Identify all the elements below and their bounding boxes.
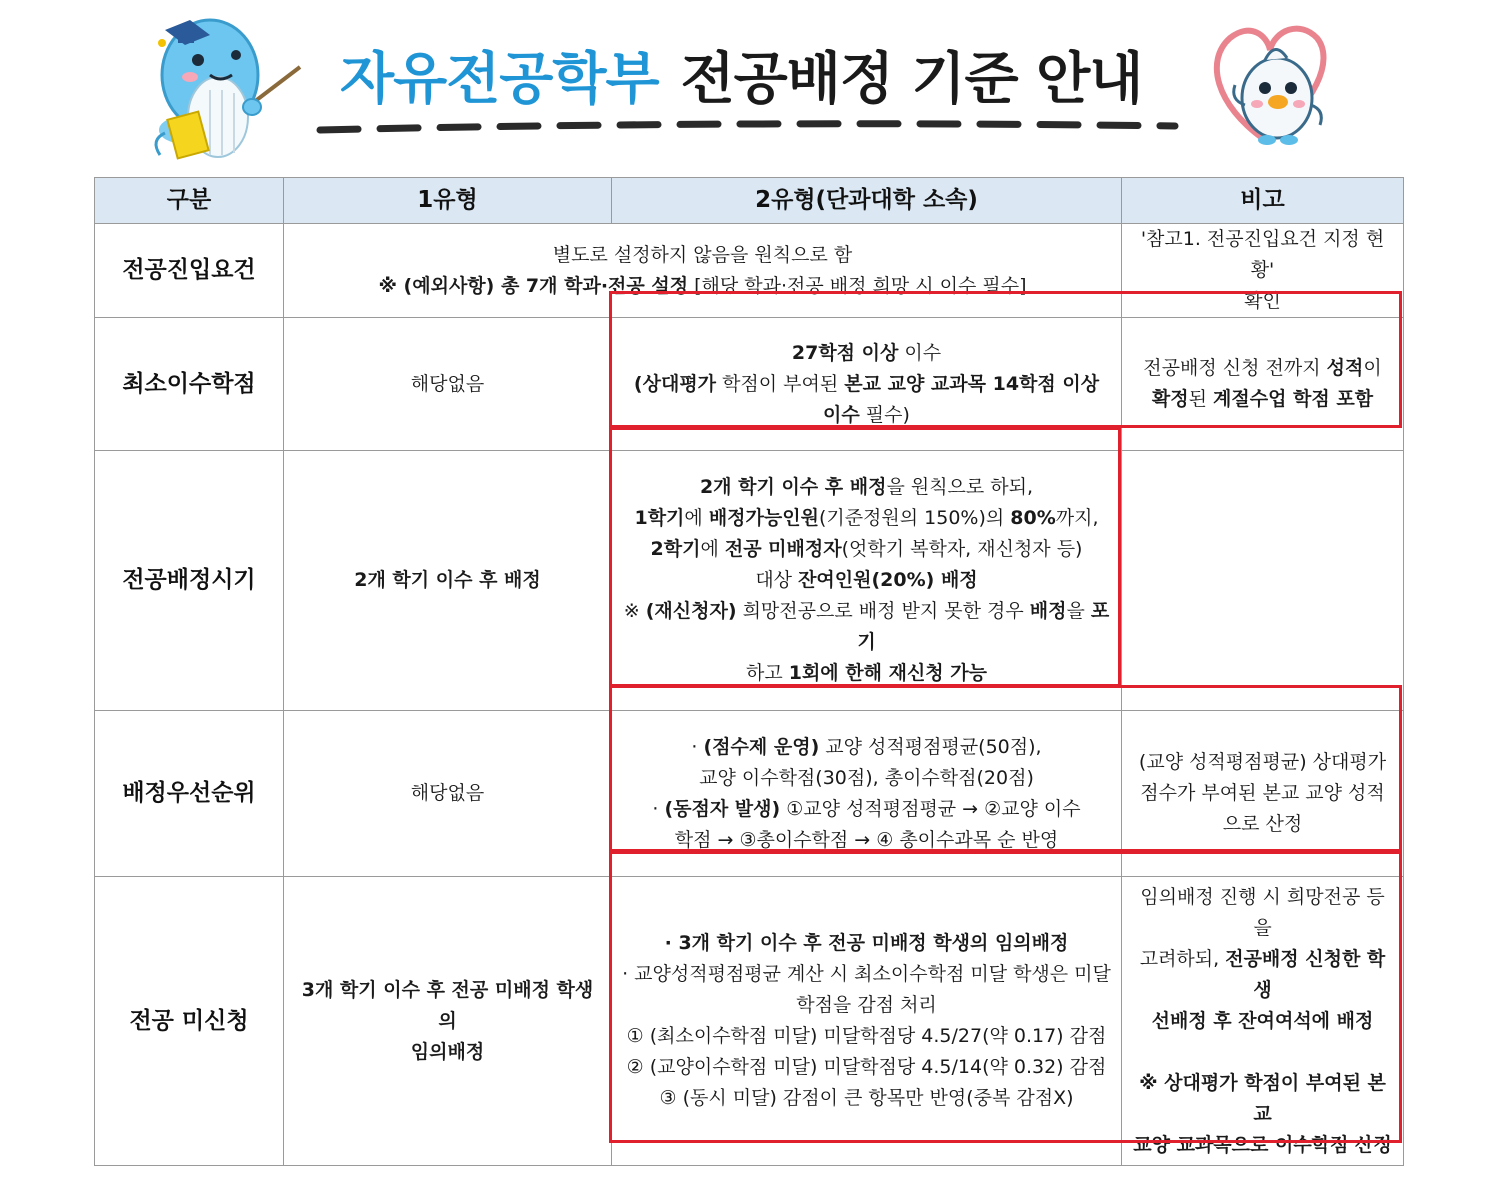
credits-type2-cell xyxy=(612,318,1122,451)
entry-line-1: 별도로 설정하지 않음을 원칙으로 함 xyxy=(552,243,853,266)
timing-l5-bold2: 배정 xyxy=(1029,600,1067,622)
unapplied-l6: ③ (동시 미달) 감점이 큰 항목만 반영(중복 감점X) xyxy=(659,1087,1074,1109)
page-header xyxy=(0,0,1500,175)
timing-l1-bold: 2개 학기 이수 후 배정 xyxy=(699,476,887,498)
credits-note-cell xyxy=(1122,318,1404,451)
priority-note-l2: 점수가 부여된 본교 교양 성적 xyxy=(1140,782,1385,804)
unapplied-note-l3: 선배정 후 잔여여석에 배정 xyxy=(1151,1009,1374,1032)
credits-t2-l3: 필수) xyxy=(859,403,910,426)
bird-mascot-icon xyxy=(1205,20,1335,155)
entry-note-line-1: '참고1. 전공진입요건 지정 현황' xyxy=(1140,228,1385,281)
unapplied-note-cell xyxy=(1122,877,1404,1166)
priority-type2-cell xyxy=(612,711,1122,877)
credits-t2-l3-bold: 이수 xyxy=(823,403,860,426)
credits-t2-l1-bold: 27학점 이상 xyxy=(791,341,899,364)
priority-type1-cell: 해당없음 xyxy=(284,711,612,877)
timing-l2-bold2: 배정가능인원 xyxy=(708,507,819,529)
column-header-type1: 1유형 xyxy=(284,178,612,224)
entry-exception-note: [해당 학과·전공 배정 희망 시 이수 필수] xyxy=(688,274,1027,297)
timing-l5-bold3: 포기 xyxy=(857,600,1110,653)
table-header-row xyxy=(95,178,1404,224)
credits-note-l2-bold2: 계절수업 학점 포함 xyxy=(1213,388,1374,410)
timing-l6-a: 하고 xyxy=(745,662,789,684)
unapplied-note-l4: ※ 상대평가 학점이 부여된 본교 xyxy=(1139,1071,1386,1125)
timing-l3-bold1: 2학기 xyxy=(650,538,701,560)
credits-note-l1-bold: 성적 xyxy=(1326,357,1364,379)
timing-note-cell xyxy=(1122,451,1404,711)
credits-t2-l2-c: 학점이 부여된 xyxy=(716,372,845,395)
priority-l1-a: · xyxy=(691,735,704,758)
column-header-type2: 2유형(단과대학 소속) xyxy=(612,178,1122,224)
priority-l2: 교양 이수학점(30점), 총이수학점(20점) xyxy=(699,766,1034,789)
timing-l5-a: ※ xyxy=(623,600,646,622)
priority-note-l3: 으로 산정 xyxy=(1222,813,1303,835)
credits-type1-cell: 해당없음 xyxy=(284,318,612,451)
timing-l2-d: 까지, xyxy=(1055,507,1099,529)
credits-note-l2-bold1: 확정 xyxy=(1151,388,1189,410)
priority-note-l1: (교양 성적평점평균) 상대평가 xyxy=(1138,751,1387,773)
criteria-table xyxy=(94,177,1404,1166)
timing-l4-a: 대상 xyxy=(755,569,799,591)
timing-l3-c: (엇학기 복학자, 재신청자 등) xyxy=(841,538,1083,560)
row-assignment-timing xyxy=(95,451,1404,711)
unapplied-note-l1: 임의배정 진행 시 희망전공 등을 xyxy=(1140,885,1385,939)
row-entry-requirement xyxy=(95,224,1404,318)
priority-l4: 학점 → ③총이수학점 → ④ 총이수과목 순 반영 xyxy=(674,828,1059,851)
timing-l3-bold2: 전공 미배정자 xyxy=(724,538,842,560)
unapplied-l3: 학점을 감점 처리 xyxy=(796,994,937,1016)
row-head-timing: 전공배정시기 xyxy=(95,451,284,711)
timing-l2-bold3: 80% xyxy=(1010,507,1056,529)
credits-t2-l2-bold1: 상대평가 xyxy=(642,372,717,395)
credits-note-l2-a: 된 xyxy=(1188,388,1214,410)
priority-l1-bold: (점수제 운영) xyxy=(703,735,820,758)
priority-l3-a: · xyxy=(652,797,665,820)
dashed-underline xyxy=(315,118,1185,138)
timing-l4-bold: 잔여인원(20%) 배정 xyxy=(798,569,978,591)
credits-t2-l2-a: ( xyxy=(633,372,643,395)
timing-l6-bold: 1회에 한해 재신청 가능 xyxy=(788,662,987,684)
unapplied-note-l5: 교양 교과목으로 이수학점 산정 xyxy=(1133,1133,1392,1156)
entry-merged-cell xyxy=(284,224,1122,318)
unapplied-l5: ② (교양이수학점 미달) 미달학점당 4.5/14(약 0.32) 감점 xyxy=(626,1056,1107,1078)
credits-note-l1-c: 이 xyxy=(1363,357,1382,379)
unapplied-type1-l1: 3개 학기 이수 후 전공 미배정 학생의 xyxy=(301,978,594,1032)
column-header-category: 구분 xyxy=(95,178,284,224)
unapplied-l1: · 3개 학기 이수 후 전공 미배정 학생의 임의배정 xyxy=(664,932,1069,954)
priority-l3-bold: (동점자 발생) xyxy=(664,797,781,820)
unapplied-type1-l2: 임의배정 xyxy=(410,1040,485,1063)
row-head-credits: 최소이수학점 xyxy=(95,318,284,451)
row-unapplied xyxy=(95,877,1404,1166)
timing-l5-d: 을 xyxy=(1066,600,1091,622)
unapplied-type1-cell xyxy=(284,877,612,1166)
timing-type2-cell xyxy=(612,451,1122,711)
unapplied-l4: ① (최소이수학점 미달) 미달학점당 4.5/27(약 0.17) 감점 xyxy=(626,1025,1107,1047)
row-assignment-priority xyxy=(95,711,1404,877)
priority-l3-c: ①교양 성적평점평균 → ②교양 이수 xyxy=(780,797,1081,820)
priority-note-cell xyxy=(1122,711,1404,877)
entry-note-cell xyxy=(1122,224,1404,318)
timing-l2-a: 에 xyxy=(684,507,709,529)
timing-l5-bold1: (재신청자) xyxy=(645,600,737,622)
unapplied-l2: · 교양성적평점평균 계산 시 최소이수학점 미달 학생은 미달 xyxy=(622,963,1111,985)
row-head-priority: 배정우선순위 xyxy=(95,711,284,877)
timing-l5-c: 희망전공으로 배정 받지 못한 경우 xyxy=(736,600,1030,622)
unapplied-note-l2-bold: 전공배정 신청한 학생 xyxy=(1225,947,1386,1001)
row-head-entry: 전공진입요건 xyxy=(95,224,284,318)
column-header-note: 비고 xyxy=(1122,178,1404,224)
credits-note-l1-a: 전공배정 신청 전까지 xyxy=(1143,357,1327,379)
timing-l1: 을 원칙으로 하되, xyxy=(886,476,1034,498)
timing-l2-bold1: 1학기 xyxy=(634,507,685,529)
entry-exception: ※ (예외사항) 총 7개 학과·전공 설정 xyxy=(378,274,689,297)
timing-l3-a: 에 xyxy=(700,538,725,560)
title-highlight: 자유전공학부 xyxy=(340,47,659,112)
title-main: 전공배정 기준 안내 xyxy=(680,47,1143,112)
unapplied-note-l2-a: 고려하되, xyxy=(1139,947,1226,970)
row-head-unapplied: 전공 미신청 xyxy=(95,877,284,1166)
credits-t2-l1: 이수 xyxy=(898,341,942,364)
timing-l2-c: (기준정원의 150%)의 xyxy=(818,507,1011,529)
entry-note-line-2: 확인 xyxy=(1244,290,1281,312)
whale-mascot-icon xyxy=(140,5,310,165)
entry-line-2 xyxy=(294,271,1111,302)
timing-type1-cell: 2개 학기 이수 후 배정 xyxy=(284,451,612,711)
page-title xyxy=(340,40,1160,120)
priority-l1-c: 교양 성적평점평균(50점), xyxy=(819,735,1042,758)
credits-t2-l2-bold2: 본교 교양 교과목 14학점 이상 xyxy=(844,372,1100,395)
row-min-credits xyxy=(95,318,1404,451)
unapplied-type2-cell xyxy=(612,877,1122,1166)
